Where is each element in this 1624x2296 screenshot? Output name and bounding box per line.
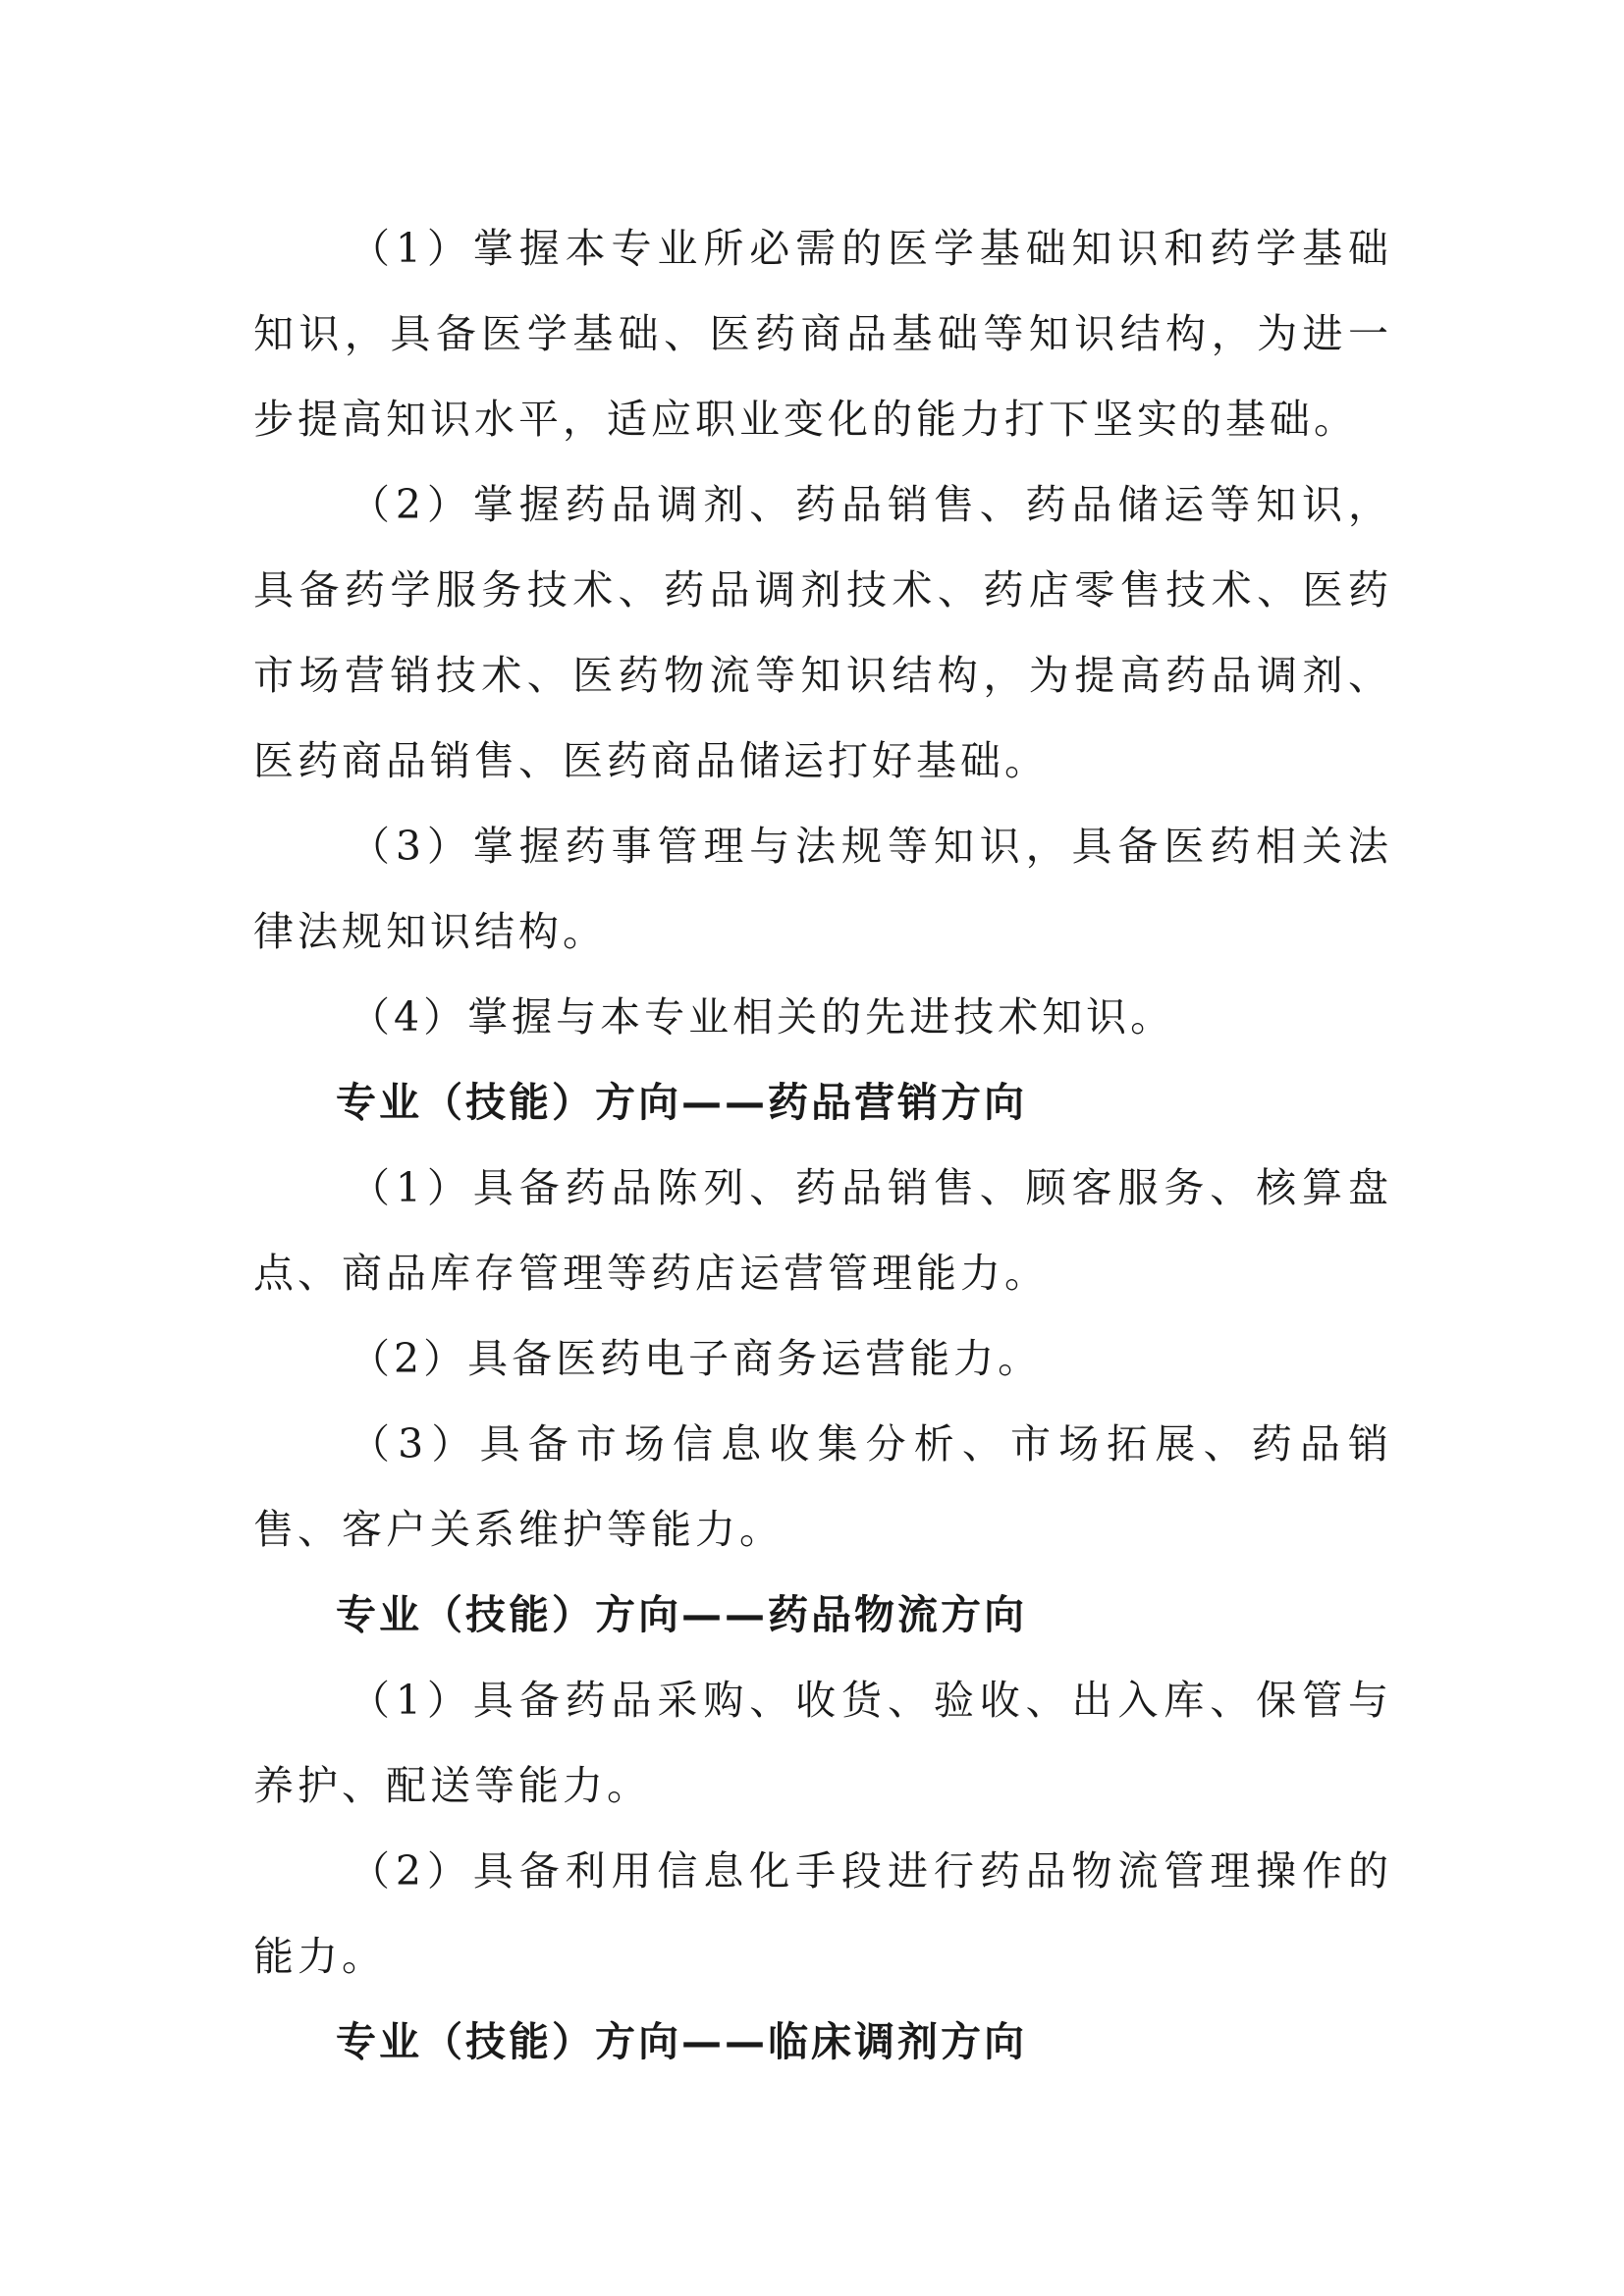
knowledge-item-3: （3）掌握药事管理与法规等知识，具备医药相关法律法规知识结构。: [253, 823, 1392, 955]
knowledge-item-1: （1）掌握本专业所必需的医学基础知识和药学基础知识，具备医学基础、医药商品基础等知识结构，为进一步提高知识水平，适应职业变化的能力打下坚实的基础。: [253, 225, 1392, 443]
marketing-item-2: （2）具备医药电子商务运营能力。: [350, 1335, 1043, 1382]
clinical-heading: 专业（技能）方向——临床调剂方向: [336, 2018, 1027, 2065]
knowledge-item-2: （2）掌握药品调剂、药品销售、药品储运等知识，具备药学服务技术、药品调剂技术、药店零售技术、医药市场营销技术、医药物流等知识结构，为提高药品调剂、医药商品销售、医药商品储运打好基础。: [253, 481, 1392, 784]
document-content: [253, 206, 1392, 2085]
marketing-heading: 专业（技能）方向——药品营销方向: [336, 1079, 1027, 1126]
logistics-item-2: （2）具备利用信息化手段进行药品物流管理操作的能力。: [253, 1847, 1392, 1980]
logistics-heading: 专业（技能）方向——药品物流方向: [336, 1591, 1027, 1638]
logistics-item-1: （1）具备药品采购、收货、验收、出入库、保管与养护、配送等能力。: [253, 1677, 1392, 1809]
marketing-item-3: （3）具备市场信息收集分析、市场拓展、药品销售、客户关系维护等能力。: [253, 1420, 1392, 1553]
knowledge-item-4: （4）掌握与本专业相关的先进技术知识。: [350, 993, 1175, 1041]
marketing-item-1: （1）具备药品陈列、药品销售、顾客服务、核算盘点、商品库存管理等药店运营管理能力。: [253, 1164, 1392, 1297]
